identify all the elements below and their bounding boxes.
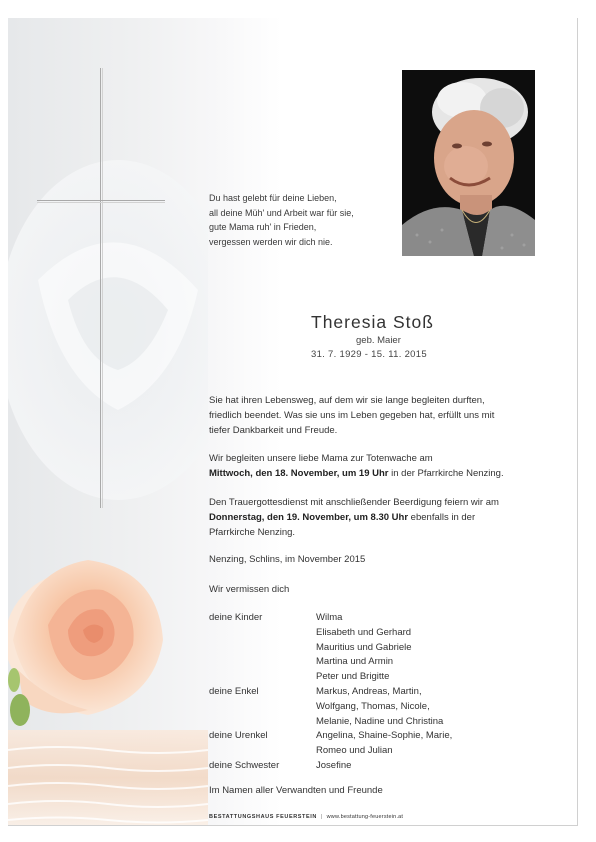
paragraph-line (209, 510, 499, 525)
family-list (209, 611, 452, 774)
cross-bar (37, 200, 165, 201)
family-value: Wilma (316, 612, 343, 623)
paragraph-line: Den Trauergottesdienst mit anschließender Beerdigung feiern wir am (209, 497, 499, 508)
paragraph-life (209, 393, 494, 438)
family-label: deine Kinder (209, 612, 263, 623)
cross-icon (100, 68, 101, 508)
family-value: Mauritius und Gabriele (316, 641, 412, 653)
family-label: deine Schwester (209, 759, 280, 771)
wake-location: in der Pfarrkirche Nenzing. (388, 468, 504, 479)
paragraph-line (209, 466, 504, 481)
life-dates: 31. 7. 1929 - 15. 11. 2015 (311, 349, 427, 360)
maiden-name: geb. Maier (356, 335, 401, 346)
family-row (209, 641, 452, 656)
wake-datetime: Mittwoch, den 18. November, um 19 Uhr (209, 468, 389, 479)
paragraph-wake (209, 451, 504, 481)
closing-line: Im Namen aller Verwandten und Freunde (209, 785, 383, 796)
family-value: Elisabeth und Gerhard (316, 626, 412, 638)
poem-line: gute Mama ruh' in Frieden, (209, 222, 317, 232)
family-value: Martina und Armin (316, 656, 394, 668)
place-date: Nenzing, Schlins, im November 2015 (209, 554, 366, 565)
family-row (209, 611, 452, 626)
poem-line: all deine Müh' und Arbeit war für sie, (209, 207, 354, 218)
footer-brand: BESTATTUNGSHAUS FEUERSTEIN (209, 814, 317, 820)
miss-line: Wir vermissen dich (209, 584, 290, 595)
family-value: Angelina, Shaine-Sophie, Marie, (316, 730, 453, 742)
paragraph-line: Pfarrkirche Nenzing. (209, 527, 296, 538)
family-row (209, 744, 452, 759)
family-value: Markus, Andreas, Martin, (316, 685, 422, 697)
family-row (209, 670, 452, 685)
footer-url[interactable]: www.bestattung-feuerstein.at (326, 814, 404, 820)
family-value: Peter und Brigitte (316, 671, 390, 683)
paragraph-funeral (209, 495, 499, 540)
family-row (209, 626, 452, 641)
family-value: Josefine (316, 759, 352, 771)
deceased-name: Theresia Stoß (311, 312, 434, 332)
footer (209, 814, 403, 820)
funeral-rest: ebenfalls in der (408, 512, 476, 523)
paragraph-line: tiefer Dankbarkeit und Freude. (209, 425, 338, 436)
family-label: deine Urenkel (209, 730, 268, 742)
portrait-photo (402, 70, 535, 256)
paragraph-line: Sie hat ihren Lebensweg, auf dem wir sie lange begleiten durften, (209, 395, 485, 406)
family-row (209, 655, 452, 670)
family-row (209, 685, 452, 700)
poem-line: Du hast gelebt für deine Lieben, (209, 193, 337, 203)
family-label: deine Enkel (209, 685, 259, 697)
family-value: Melanie, Nadine und Christina (316, 715, 444, 727)
family-value: Romeo und Julian (316, 745, 393, 757)
poem-line: vergessen werden wir dich nie. (209, 236, 333, 247)
funeral-datetime: Donnerstag, den 19. November, um 8.30 Uhr (209, 512, 409, 523)
family-row (209, 700, 452, 715)
family-row (209, 759, 452, 774)
family-value: Wolfgang, Thomas, Nicole, (316, 700, 430, 712)
family-row (209, 715, 452, 730)
poem (209, 191, 354, 249)
paragraph-line: Wir begleiten unsere liebe Mama zur Totenwache am (209, 453, 433, 464)
footer-separator: | (320, 814, 323, 820)
paragraph-line: friedlich beendet. Was sie uns im Leben gegeben hat, erfüllt uns mit (209, 410, 495, 421)
family-row (209, 729, 452, 744)
